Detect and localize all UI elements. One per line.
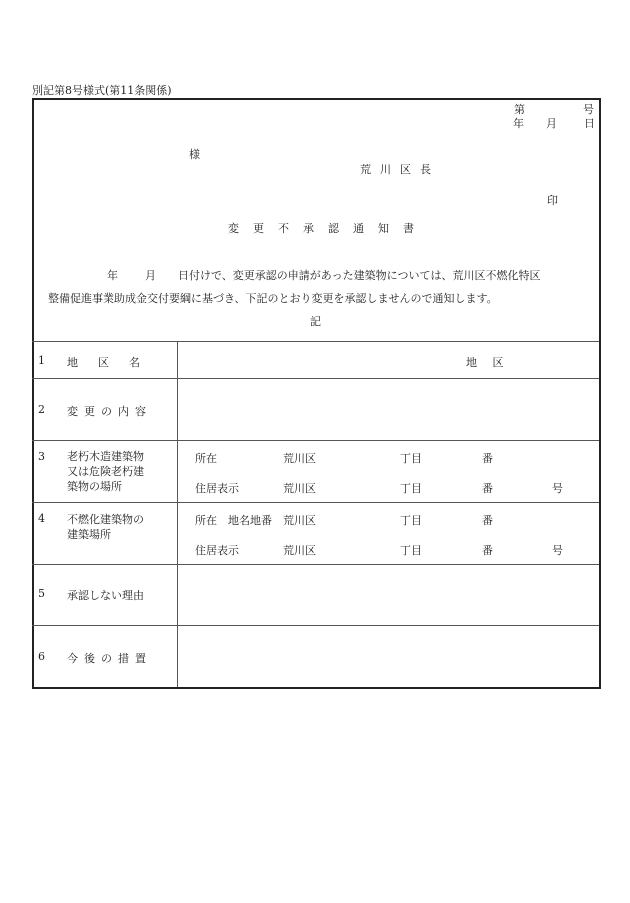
- row-label-change: 変更の内容: [67, 405, 152, 418]
- ban-label: 番: [482, 482, 493, 495]
- date-month: 月: [546, 117, 557, 130]
- body-line-1: 日付けで、変更承認の申請があった建築物については、荒川区不燃化特区: [178, 269, 541, 282]
- row-label-reason: 承認しない理由: [67, 589, 144, 602]
- column-divider: [177, 341, 178, 687]
- body-date-year: 年: [107, 269, 118, 282]
- row-number: 2: [38, 403, 45, 416]
- date-day: 日: [584, 117, 595, 130]
- row-divider: [32, 378, 599, 379]
- ward-label: 荒川区: [283, 482, 316, 495]
- chome-label: 丁目: [400, 482, 422, 495]
- ward-label: 荒川区: [283, 514, 316, 527]
- row-divider: [32, 440, 599, 441]
- district-suffix: 地 区: [466, 356, 510, 369]
- body-date-month: 月: [145, 269, 156, 282]
- row-number: 5: [38, 587, 45, 600]
- number-prefix: 第: [514, 103, 525, 116]
- issuer-name: 荒川区長: [360, 163, 440, 176]
- body-line-2: 整備促進事業助成金交付要綱に基づき、下記のとおり変更を承認しませんので通知します。: [48, 292, 498, 305]
- row-number: 3: [38, 450, 45, 463]
- row-divider: [32, 564, 599, 565]
- row-label-future-measures: 今後の措置: [67, 652, 152, 665]
- ki-mark: 記: [310, 315, 321, 328]
- row-divider: [32, 341, 599, 342]
- ban-label: 番: [482, 544, 493, 557]
- location-label: 所在: [195, 452, 217, 465]
- row-divider: [32, 502, 599, 503]
- seal-mark: 印: [547, 194, 558, 207]
- address-label: 住居表示: [195, 544, 239, 557]
- ban-label: 番: [482, 452, 493, 465]
- row-number: 1: [38, 354, 45, 367]
- chome-label: 丁目: [400, 514, 422, 527]
- addressee-suffix: 様: [189, 148, 200, 161]
- ward-label: 荒川区: [283, 452, 316, 465]
- location-label: 所在 地名地番: [195, 514, 272, 527]
- row-divider: [32, 625, 599, 626]
- row-number: 6: [38, 650, 45, 663]
- row-number: 4: [38, 512, 45, 525]
- go-label: 号: [552, 544, 563, 557]
- date-year: 年: [513, 117, 524, 130]
- form-reference: 別記第8号様式(第11条関係): [32, 84, 172, 97]
- go-label: 号: [552, 482, 563, 495]
- address-label: 住居表示: [195, 482, 239, 495]
- chome-label: 丁目: [400, 544, 422, 557]
- ban-label: 番: [482, 514, 493, 527]
- row-label-old-building: 老朽木造建築物 又は危険老朽建 築物の場所: [67, 450, 144, 493]
- document-title: 変更不承認通知書: [228, 222, 428, 235]
- number-suffix: 号: [583, 103, 594, 116]
- row-label-district: 地区名: [67, 356, 160, 369]
- chome-label: 丁目: [400, 452, 422, 465]
- row-label-new-building: 不燃化建築物の 建築場所: [67, 513, 144, 541]
- ward-label: 荒川区: [283, 544, 316, 557]
